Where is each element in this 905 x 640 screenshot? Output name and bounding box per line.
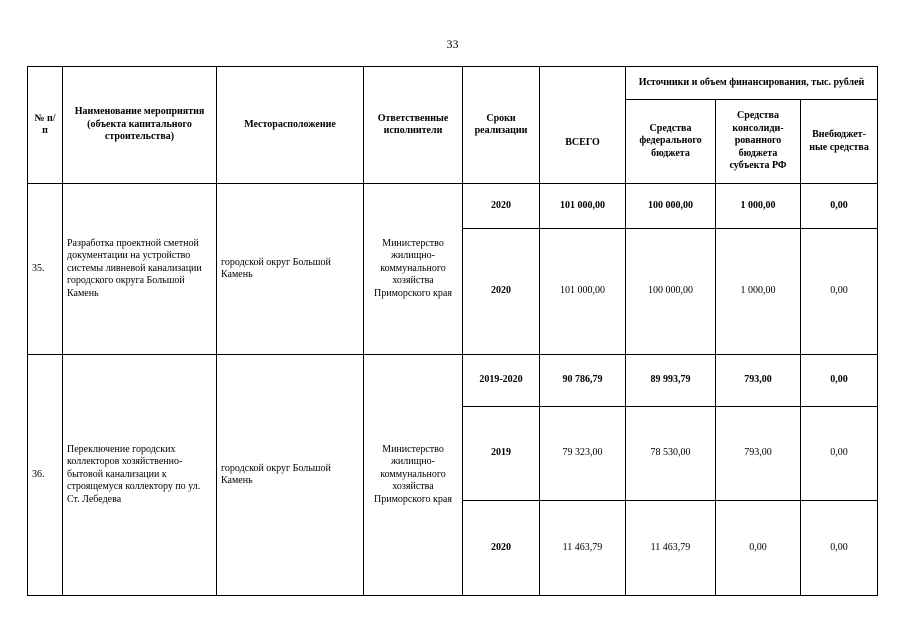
row-term: 2020 — [463, 229, 540, 355]
row-federal: 11 463,79 — [626, 501, 716, 596]
row-location: городской округ Большой Камень — [217, 184, 364, 355]
row-consolidated: 0,00 — [716, 501, 801, 596]
header-total: ВСЕГО — [540, 67, 626, 184]
row-federal: 100 000,00 — [626, 229, 716, 355]
row-name: Переключение городских коллекторов хозяйственно-бытовой канализации к строящемуся коллектору по ул. Ст. Лебедева — [63, 355, 217, 596]
header-location: Месторасположение — [217, 67, 364, 184]
header-terms: Сроки реализации — [463, 67, 540, 184]
row-num: 36. — [28, 355, 63, 596]
row-num: 35. — [28, 184, 63, 355]
financing-table — [27, 66, 878, 596]
row-extra: 0,00 — [801, 229, 878, 355]
header-row — [28, 67, 878, 100]
row-federal: 89 993,79 — [626, 355, 716, 407]
row-term: 2020 — [463, 184, 540, 229]
row-consolidated: 1 000,00 — [716, 229, 801, 355]
row-term: 2019 — [463, 407, 540, 501]
row-total: 90 786,79 — [540, 355, 626, 407]
row-consolidated: 793,00 — [716, 355, 801, 407]
row-extra: 0,00 — [801, 501, 878, 596]
row-term: 2019-2020 — [463, 355, 540, 407]
header-extrabudget: Внебюджет-ные средства — [801, 100, 878, 184]
header-name: Наименование мероприятия (объекта капитального строительства) — [63, 67, 217, 184]
row-name: Разработка проектной сметной документации на устройство системы ливневой канализации городского округа Большой Камень — [63, 184, 217, 355]
header-responsible: Ответственные исполнители — [364, 67, 463, 184]
header-num: № п/п — [28, 67, 63, 184]
row-consolidated: 793,00 — [716, 407, 801, 501]
row-total: 79 323,00 — [540, 407, 626, 501]
row-federal: 78 530,00 — [626, 407, 716, 501]
header-sources: Источники и объем финансирования, тыс. рублей — [626, 67, 878, 100]
row-responsible: Министерство жилищно-коммунального хозяйства Приморского края — [364, 355, 463, 596]
row-extra: 0,00 — [801, 407, 878, 501]
row-total: 101 000,00 — [540, 184, 626, 229]
row-term: 2020 — [463, 501, 540, 596]
page-number: 33 — [446, 37, 459, 51]
row-extra: 0,00 — [801, 184, 878, 229]
table-row — [28, 184, 878, 229]
table-row — [28, 355, 878, 407]
row-total: 11 463,79 — [540, 501, 626, 596]
row-federal: 100 000,00 — [626, 184, 716, 229]
row-total: 101 000,00 — [540, 229, 626, 355]
row-extra: 0,00 — [801, 355, 878, 407]
row-location: городской округ Большой Камень — [217, 355, 364, 596]
header-consolidated: Средства консолиди-рованного бюджета субъекта РФ — [716, 100, 801, 184]
header-federal: Средства федерального бюджета — [626, 100, 716, 184]
row-consolidated: 1 000,00 — [716, 184, 801, 229]
row-responsible: Министерство жилищно-коммунального хозяйства Приморского края — [364, 184, 463, 355]
